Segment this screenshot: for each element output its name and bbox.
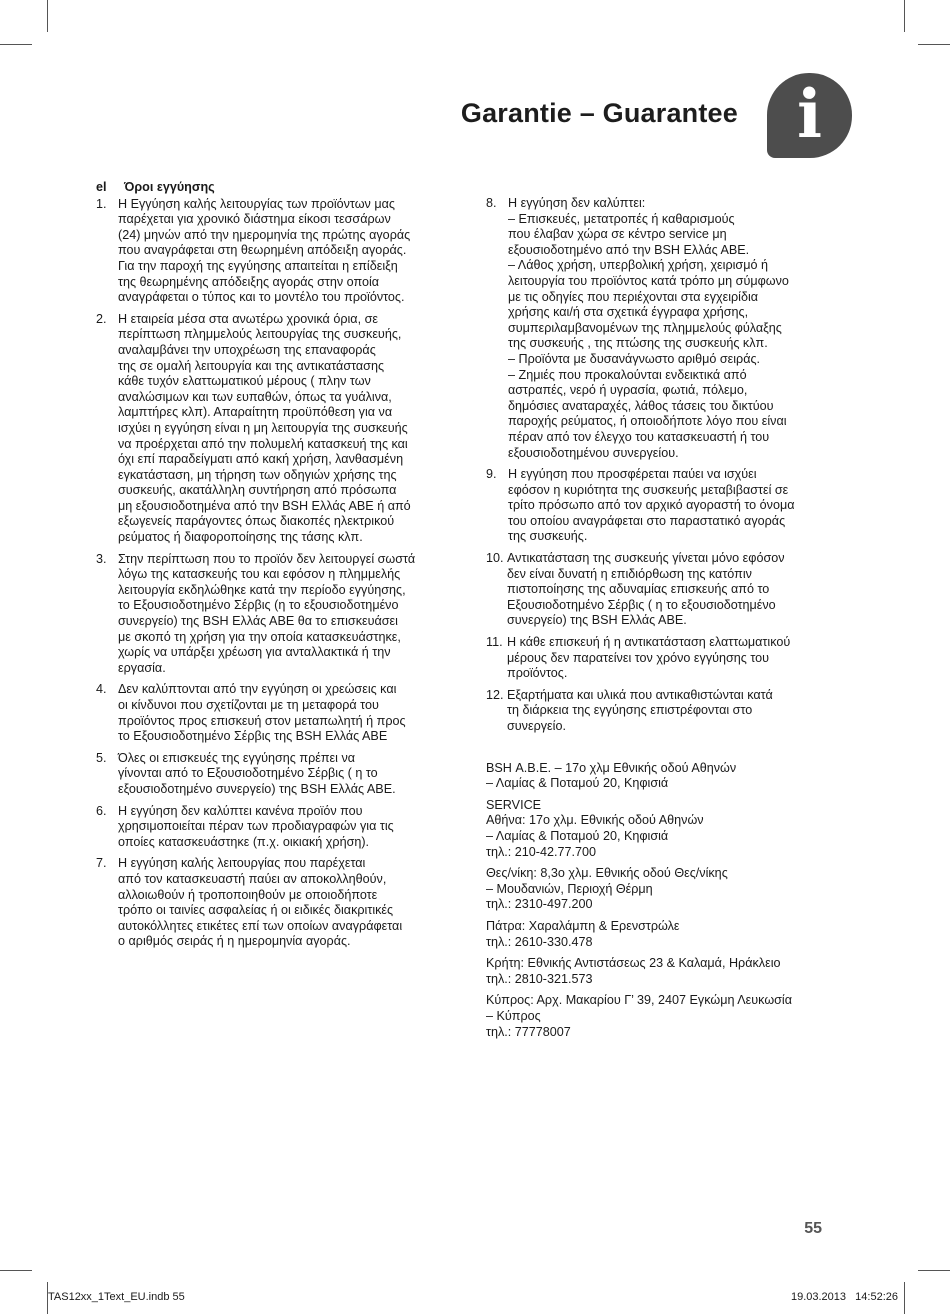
list-item	[96, 312, 468, 546]
crop-mark	[904, 0, 905, 32]
crop-mark	[918, 1270, 950, 1271]
item-text: Η εγγύηση που προσφέρεται παύει να ισχύει εφόσον η κυριότητα της συσκευής μεταβιβαστεί σε τρίτο πρόσωπο από τον αρχικό αγοραστή το όνομα του οποίου αναγράφεται στο παραστατικό αγοράς της συσκευής.	[508, 467, 795, 544]
item-number: 11.	[486, 635, 503, 650]
list-item	[486, 467, 852, 545]
list-item	[96, 804, 468, 851]
heading-text: Όροι εγγύησης	[124, 180, 215, 194]
list-item	[486, 551, 852, 629]
footer-file-info: TAS12xx_1Text_EU.indb 55	[48, 1291, 185, 1303]
item-text: Η εγγύηση καλής λειτουργίας που παρέχεται από τον κατασκευαστή παύει αν αποκολληθούν, αλλοιωθούν ή τροποποιηθούν με οποιοδήποτε τρόπο οι ταινίες ασφαλείας ή οι ειδικές διακριτικές αυτοκόλλητες ετικέτες επί των οποίων αναγράφεται ο αριθμός σειράς ή η ημερομηνία αγοράς.	[118, 856, 403, 949]
item-text: Εξαρτήματα και υλικά που αντικαθιστώνται κατά τη διάρκεια της εγγύησης επιστρέφονται στο συνεργείο.	[507, 687, 773, 733]
item-text: Η εγγύηση δεν καλύπτει κανένα προϊόν που χρησιμοποιείται πέραν των προδιαγραφών για τις οποίες κατασκευάστηκε (π.χ. οικιακή χρήση).	[118, 803, 394, 849]
list-item	[486, 196, 852, 461]
item-number: 10.	[486, 551, 504, 566]
list-item	[96, 682, 468, 744]
list-item	[486, 635, 852, 682]
company-address: BSH Α.Β.Ε. – 17ο χλμ Εθνικής οδού Αθηνών – Λαμίας & Ποταμού 20, Κηφισιά	[486, 760, 737, 791]
service-patra: Πάτρα: Χαραλάμπη & Ερενστρώλε τηλ.: 2610-330.478	[486, 918, 680, 949]
item-number: 2.	[96, 311, 107, 326]
list-item	[96, 552, 468, 677]
service-crete: Κρήτη: Εθνικής Αντιστάσεως 23 & Καλαμά, Ηράκλειο τηλ.: 2810-321.573	[486, 956, 781, 986]
left-column	[96, 180, 468, 956]
item-text: Στην περίπτωση που το προϊόν δεν λειτουργεί σωστά λόγω της κατασκευής του και εφόσον η πλημμελής λειτουργία εκδηλώθηκε κατά την περίοδο εγγύησης, το Εξουσιοδοτημένο Σέρβις (η το εξουσιοδοτημένο συνεργείο) της BSH Ελλάς ΑΒΕ θα το επισκευάσει με σκοπό τη χρήση για την οποία κατασκευάστηκε, χωρίς να υπάρξει χρέωση για ανταλλακτικά ή την εργασία.	[118, 551, 416, 675]
item-text: Όλες οι επισκευές της εγγύησης πρέπει να γίνονται από το Εξουσιοδοτημένο Σέρβις ( η το εξουσιοδοτημένο συνεργείο) της BSH Ελλάς ΑΒΕ.	[118, 750, 396, 796]
item-number: 5.	[96, 750, 107, 765]
item-number: 1.	[96, 196, 107, 211]
crop-mark	[0, 44, 32, 45]
crop-mark	[918, 44, 950, 45]
item-number: 3.	[96, 551, 107, 566]
service-thessaloniki: Θες/νίκη: 8,3ο χλμ. Εθνικής οδού Θες/νίκης – Μουδανιών, Περιοχή Θέρμη τηλ.: 2310-497.200	[486, 866, 728, 912]
info-icon	[767, 73, 852, 158]
footer-timestamp: 19.03.2013 14:52:26	[790, 1291, 898, 1303]
item-text: Η Εγγύηση καλής λειτουργίας των προϊόντων μας παρέχεται για χρονικό διάστημα είκοσι τεσσάρων (24) μηνών από την ημερομηνία της πρώτης αγοράς που αναγράφεται στη θεωρημένη απόδειξη αγοράς. Για την παροχή της εγγύησης απαιτείται η επίδειξη της θεωρημένης απόδειξης αγοράς στην οποία αναγράφεται ο τύπος και το μοντέλο του προϊόντος.	[118, 196, 411, 305]
language-code: el	[96, 180, 107, 194]
item-text: Η εγγύηση δεν καλύπτει: – Επισκευές, μετατροπές ή καθαρισμούς που έλαβαν χώρα σε κέντρο service μη εξουσιοδοτημένο από την BSH Ελλάς ΑΒΕ. – Λάθος χρήση, υπερβολική χρήση, χειρισμό ή λειτουργία του προϊόντος κατά τρόπο μη σύμφωνο με τις οδηγίες που περιέχονται στα εγχειρίδια χρήσης και/ή στα σχετικά έγγραφα χρήσης, συμπεριλαμβανομένων της πλημμελούς φύλαξης της συσκευής , της πτώσης της συσκευής κλπ. – Προϊόντα με δυσανάγνωστο αριθμό σειράς. – Ζημιές που προκαλούνται ενδεικτικά από αστραπές, νερό ή υγρασία, φωτιά, πόλεμο, δημόσιες αναταραχές, λάθος τάσεις του δικτύου παροχής ρεύματος, ή οποιοδήποτε λόγο που είναι πέραν από τον έλεγχο του κατασκευαστή ή του εξουσιοδοτημένου συνεργείου.	[508, 196, 789, 460]
list-item	[96, 856, 468, 950]
right-column	[486, 196, 852, 1046]
item-number: 9.	[486, 467, 497, 482]
crop-mark	[904, 1282, 905, 1314]
list-item	[96, 751, 468, 798]
service-athens: SERVICE Αθήνα: 17ο χλμ. Εθνικής οδού Αθηνών – Λαμίας & Ποταμού 20, Κηφισιά τηλ.: 210-42.77.700	[486, 797, 704, 859]
service-cyprus: Κύπρος: Αρχ. Μακαρίου Γ’ 39, 2407 Εγκώμη Λευκωσία – Κύπρος τηλ.: 77778007	[486, 993, 792, 1039]
page-title: Garantie – Guarantee	[460, 98, 738, 128]
list-item	[486, 688, 852, 735]
crop-mark	[47, 0, 48, 32]
item-text: Αντικατάσταση της συσκευής γίνεται μόνο εφόσον δεν είναι δυνατή η επιδιόρθωση της κατόπιν πιστοποίησης της αδυναμίας επισκευής από το Εξουσιοδοτημένο Σέρβις ( η το εξουσιοδοτημένο συνεργείο) της BSH Ελλάς ΑΒΕ.	[507, 551, 785, 628]
item-text: Η κάθε επισκευή ή η αντικατάσταση ελαττωματικού μέρους δεν παρατείνει τον χρόνο εγγύησης του προϊόντος.	[507, 635, 791, 681]
crop-mark	[0, 1270, 32, 1271]
info-glyph: i	[796, 74, 823, 153]
item-number: 4.	[96, 682, 107, 697]
item-number: 6.	[96, 803, 107, 818]
page-number: 55	[804, 1220, 822, 1237]
list-item	[96, 197, 468, 306]
item-number: 8.	[486, 196, 497, 210]
item-number: 7.	[96, 856, 107, 871]
section-heading	[96, 180, 468, 196]
item-text: Δεν καλύπτονται από την εγγύηση οι χρεώσεις και οι κίνδυνοι που σχετίζονται με τη μεταφορά του προϊόντος προς επισκευή στον μεταπωλητή ή προς το Εξουσιοδοτημένο Σέρβις της BSH Ελλάς ΑΒΕ	[118, 682, 406, 744]
item-number: 12.	[486, 687, 504, 702]
item-text: Η εταιρεία μέσα στα ανωτέρω χρονικά όρια, σε περίπτωση πλημμελούς λειτουργίας της συσκευής, αναλαμβάνει την υποχρέωση της επαναφοράς της σε ομαλή λειτουργία και της αντικατάστασης κάθε τυχόν ελαττωματικού μέρους ( πλην των αναλώσιμων και των ευπαθών, όπως τα γυάλινα, λαμπτήρες κλπ). Απαραίτητη προϋπόθεση για να ισχύει η εγγύηση είναι η μη λειτουργία της συσκευής να προέρχεται από την πολυμελή κατασκευή της και όχι επί παραδείγματι από κακή χρήση, λανθασμένη εγκατάσταση, μη τήρηση των οδηγιών χρήσης της συσκευής, ακατάλληλη συντήρηση από πρόσωπα μη εξουσιοδοτημένα από την BSH Ελλάς ΑΒΕ ή από εξωγενείς παράγοντες όπως διακοπές ηλεκτρικού ρεύματος ή διαφοροποίησης της τάσης κλπ.	[118, 311, 411, 545]
